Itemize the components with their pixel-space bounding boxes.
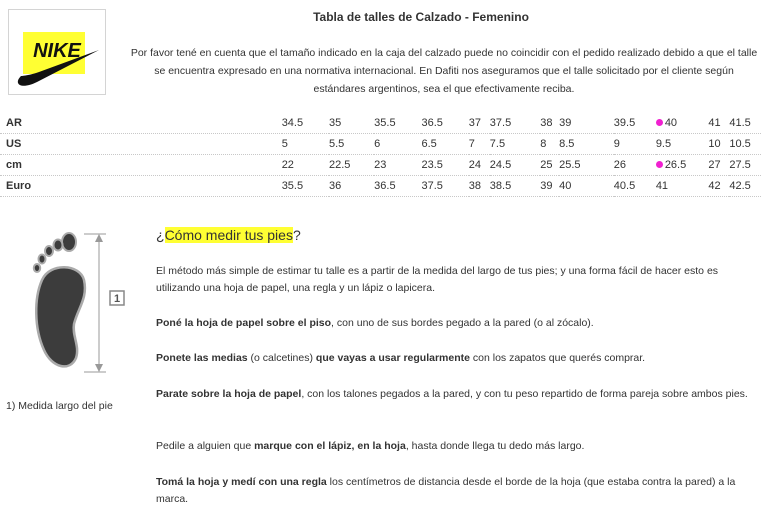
- size-value: 7.5: [489, 138, 506, 150]
- size-value: 38: [540, 117, 553, 129]
- size-value: 6: [374, 138, 381, 150]
- size-cell: [469, 134, 490, 155]
- size-value: 6.5: [421, 138, 437, 150]
- foot-illustration: [22, 228, 142, 378]
- size-value: 5.5: [328, 138, 345, 150]
- size-cell: [614, 113, 656, 134]
- size-cell: [374, 134, 421, 155]
- step-bold: Ponete las medias: [156, 352, 248, 364]
- size-value: 27: [708, 159, 721, 171]
- guide-title-prefix: ¿: [156, 227, 165, 243]
- size-value: 5: [281, 138, 288, 150]
- size-value: 40.5: [613, 180, 636, 192]
- size-value: 7: [468, 138, 475, 150]
- guide-step-paper: [156, 315, 756, 332]
- size-value: 22.5: [328, 159, 351, 171]
- size-cell: [559, 134, 614, 155]
- step-text: , hasta donde llega tu dedo más largo.: [405, 440, 585, 452]
- step-bold: que vayas a usar regularmente: [315, 352, 470, 364]
- size-cell: [282, 113, 329, 134]
- size-value: 9.5: [655, 138, 672, 150]
- size-value: 10: [708, 138, 721, 150]
- guide-step-measure: [156, 474, 756, 508]
- size-value: 37.5: [421, 180, 443, 192]
- size-row-label: cm: [0, 155, 282, 176]
- guide-title-suffix: ?: [292, 227, 301, 243]
- size-cell: [490, 176, 540, 197]
- size-row: [0, 176, 761, 197]
- size-value: 35: [328, 117, 342, 129]
- size-value: 35.5: [374, 117, 396, 129]
- guide-title: [156, 227, 301, 243]
- nike-swoosh-icon: [9, 10, 107, 96]
- size-value: 27.5: [729, 159, 751, 171]
- step-text: Pedile a alguien que: [156, 440, 255, 452]
- size-row: [0, 134, 761, 155]
- step-text: , con uno de sus bordes pegado a la pared (o al zócalo).: [331, 317, 594, 329]
- size-cell: [374, 155, 421, 176]
- measure-arrow-icon: [84, 234, 106, 372]
- size-row-label: Euro: [0, 176, 282, 197]
- size-value: 24.5: [489, 159, 512, 171]
- size-value: 35.5: [281, 180, 304, 192]
- size-value: 37: [468, 117, 482, 129]
- highlight-dot-icon: [656, 161, 663, 168]
- size-cell: [374, 113, 421, 134]
- size-value: 40: [559, 180, 572, 192]
- size-cell: [614, 134, 656, 155]
- size-cell: [329, 176, 374, 197]
- size-cell: [329, 113, 374, 134]
- illustration-caption: 1) Medida largo del pie: [6, 400, 113, 412]
- size-cell: [729, 155, 761, 176]
- size-value: 37.5: [489, 117, 512, 129]
- size-cell: [656, 113, 709, 134]
- size-cell: [374, 176, 421, 197]
- nike-logo: [8, 9, 106, 95]
- size-value: 38.5: [489, 180, 512, 192]
- size-row-label: US: [0, 134, 282, 155]
- step-text: los centímetros de distancia desde el borde de la hoja (que estaba contra la pared) a la marca.: [156, 476, 736, 505]
- size-table: [0, 113, 761, 197]
- size-value: 22: [281, 159, 294, 171]
- size-cell: [469, 155, 490, 176]
- size-value: 40: [664, 117, 678, 129]
- size-value: 8: [540, 138, 547, 150]
- step-text: con los zapatos que querés comprar.: [469, 352, 646, 364]
- step-text: (o calcetines): [247, 352, 316, 364]
- guide-step-mark: [156, 438, 756, 455]
- step-bold: Poné la hoja de papel sobre el piso: [156, 317, 332, 329]
- size-value: 39.5: [613, 117, 636, 129]
- size-cell: [614, 176, 656, 197]
- step-bold: Tomá la hoja y medí con una regla: [156, 476, 327, 488]
- size-cell: [708, 176, 729, 197]
- size-value: 38: [468, 180, 482, 192]
- size-cell: [540, 176, 559, 197]
- size-cell: [282, 176, 329, 197]
- size-value: 25.5: [559, 159, 581, 171]
- size-cell: [329, 134, 374, 155]
- size-cell: [282, 155, 329, 176]
- size-value: 26: [613, 159, 627, 171]
- size-cell: [559, 155, 614, 176]
- size-cell: [656, 176, 709, 197]
- guide-step-stand: [156, 386, 756, 403]
- size-value: 41: [655, 180, 669, 192]
- size-row: [0, 113, 761, 134]
- size-cell: [729, 176, 761, 197]
- size-value: 42.5: [729, 180, 751, 192]
- size-value: 10.5: [729, 138, 751, 150]
- size-cell: [282, 134, 329, 155]
- size-cell: [490, 134, 540, 155]
- step-bold: Parate sobre la hoja de papel: [156, 388, 302, 400]
- size-cell: [421, 176, 468, 197]
- size-cell: [656, 155, 709, 176]
- size-value: 39: [540, 180, 553, 192]
- foot-icon: [34, 233, 85, 366]
- page-title: Tabla de talles de Calzado - Femenino: [313, 10, 529, 24]
- size-row-label: AR: [0, 113, 282, 134]
- size-cell: [421, 113, 468, 134]
- size-value: 25: [540, 159, 553, 171]
- size-value: 34.5: [281, 117, 304, 129]
- size-value: 8.5: [559, 138, 575, 150]
- size-cell: [708, 155, 729, 176]
- size-value: 24: [468, 159, 482, 171]
- size-cell: [421, 134, 468, 155]
- intro-text: Por favor tené en cuenta que el tamaño indicado en la caja del calzado puede no coincidir con el pedido realizado debido a que el talle se encuentra expresado en una normativa internacional. En Dafiti nos aseguramos que el talle solicitado por el cliente según estándares argentinos, sea el que efectivamente reciba.: [130, 47, 758, 95]
- size-value: 23.5: [421, 159, 443, 171]
- nike-wordmark: NIKE: [33, 40, 81, 62]
- size-cell: [490, 155, 540, 176]
- size-value: 41: [708, 117, 721, 129]
- size-cell: [329, 155, 374, 176]
- size-value: 39: [559, 117, 572, 129]
- size-value: 36.5: [374, 180, 396, 192]
- size-value: 9: [613, 138, 620, 150]
- size-cell: [540, 113, 559, 134]
- size-row: [0, 155, 761, 176]
- size-cell: [708, 113, 729, 134]
- guide-step-intro: El método más simple de estimar tu talle es a partir de la medida del largo de tus pies; y una forma fácil de hacer esto es utilizando una hoja de papel, una regla y un lápiz o lapicera.: [156, 265, 719, 294]
- size-cell: [421, 155, 468, 176]
- size-value: 36: [328, 180, 342, 192]
- size-value: 23: [374, 159, 387, 171]
- size-cell: [559, 113, 614, 134]
- size-cell: [490, 113, 540, 134]
- size-cell: [614, 155, 656, 176]
- size-cell: [469, 176, 490, 197]
- size-cell: [708, 134, 729, 155]
- size-cell: [729, 134, 761, 155]
- size-value: 26.5: [664, 159, 687, 171]
- size-cell: [729, 113, 761, 134]
- step-text: , con los talones pegados a la pared, y con tu peso repartido de forma pareja sobre ambos pies.: [301, 388, 748, 400]
- size-value: 36.5: [421, 117, 443, 129]
- guide-step-socks: [156, 350, 756, 367]
- size-cell: [656, 134, 709, 155]
- size-value: 42: [708, 180, 721, 192]
- size-cell: [559, 176, 614, 197]
- size-value: 41.5: [729, 117, 751, 129]
- size-cell: [540, 134, 559, 155]
- size-cell: [540, 155, 559, 176]
- marker-label: 1: [113, 293, 121, 305]
- step-bold: marque con el lápiz, en la hoja: [254, 440, 406, 452]
- highlight-dot-icon: [656, 119, 663, 126]
- size-cell: [469, 113, 490, 134]
- guide-title-highlight: Cómo medir tus pies: [164, 227, 293, 243]
